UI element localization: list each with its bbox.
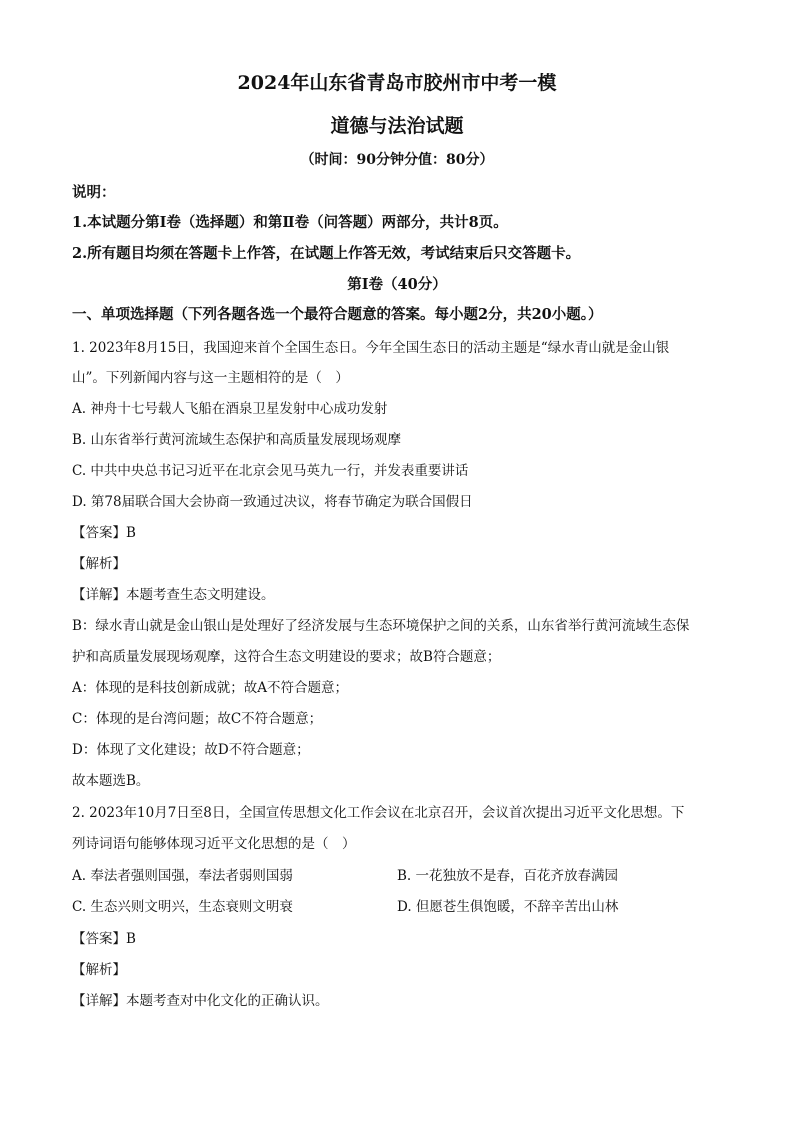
q2-stem-line-2: 列诗词语句能够体现习近平文化思想的是（ ） (72, 836, 356, 852)
q1-explanation-1: B：绿水青山就是金山银山是处理好了经济发展与生态环境保护之间的关系，山东省举行黄河流域生态保 (72, 618, 690, 634)
q2-detail: 【详解】本题考查对中化文化的正确认识。 (72, 993, 329, 1009)
q2-analysis-label: 【解析】 (72, 962, 126, 978)
q1-stem-line-1: 1. 2023年8月15日，我国迎来首个全国生态日。今年全国生态日的活动主题是“绿水青山就是金山银 (72, 340, 670, 356)
note-item-1: 1.本试题分第Ⅰ卷（选择题）和第Ⅱ卷（问答题）两部分，共计8页。 (72, 214, 508, 231)
q1-answer: 【答案】B (72, 525, 136, 541)
q2-option-a: A. 奉法者强则国强，奉法者弱则国弱 (72, 868, 293, 884)
subject-title: 道德与法治试题 (330, 115, 464, 137)
q1-option-d: D. 第78届联合国大会协商一致通过决议，将春节确定为联合国假日 (72, 494, 473, 510)
q2-option-b: B. 一花独放不是春，百花齐放春满园 (397, 868, 619, 884)
notes-heading: 说明： (72, 184, 116, 201)
q1-explanation-5: D：体现了文化建设；故D不符合题意； (72, 742, 310, 758)
q2-option-d: D. 但愿苍生俱饱暖，不辞辛苦出山林 (397, 899, 619, 915)
volume-heading: 第Ⅰ卷（40分） (347, 276, 447, 293)
q2-answer: 【答案】B (72, 931, 136, 947)
section-heading: 一、单项选择题（下列各题各选一个最符合题意的答案。每小题2分，共20小题。） (72, 306, 603, 323)
note-item-2: 2.所有题目均须在答题卡上作答，在试题上作答无效，考试结束后只交答题卡。 (72, 245, 581, 262)
q1-explanation-2: 护和高质量发展现场观摩，这符合生态文明建设的要求；故B符合题意； (72, 649, 501, 665)
q2-option-c: C. 生态兴则文明兴，生态衰则文明衰 (72, 899, 293, 915)
q1-analysis-label: 【解析】 (72, 556, 126, 572)
document-title: 2024年山东省青岛市胶州市中考一模 (237, 72, 557, 94)
q1-stem-line-2: 山”。下列新闻内容与这一主题相符的是（ ） (72, 370, 349, 386)
exam-meta: （时间：90分钟分值：80分） (300, 152, 494, 168)
q2-stem-line-1: 2. 2023年10月7日至8日，全国宣传思想文化工作会议在北京召开，会议首次提出习近平文化思想。下 (72, 805, 685, 821)
q1-explanation-3: A：体现的是科技创新成就；故A不符合题意； (72, 680, 348, 696)
q1-detail: 【详解】本题考查生态文明建设。 (72, 587, 275, 603)
q1-option-c: C. 中共中央总书记习近平在北京会见马英九一行，并发表重要讲话 (72, 463, 469, 479)
q1-option-b: B. 山东省举行黄河流域生态保护和高质量发展现场观摩 (72, 432, 402, 448)
q1-conclusion: 故本题选B。 (72, 773, 150, 789)
q1-option-a: A. 神舟十七号载人飞船在酒泉卫星发射中心成功发射 (72, 401, 388, 417)
q1-explanation-4: C：体现的是台湾问题；故C不符合题意； (72, 711, 323, 727)
